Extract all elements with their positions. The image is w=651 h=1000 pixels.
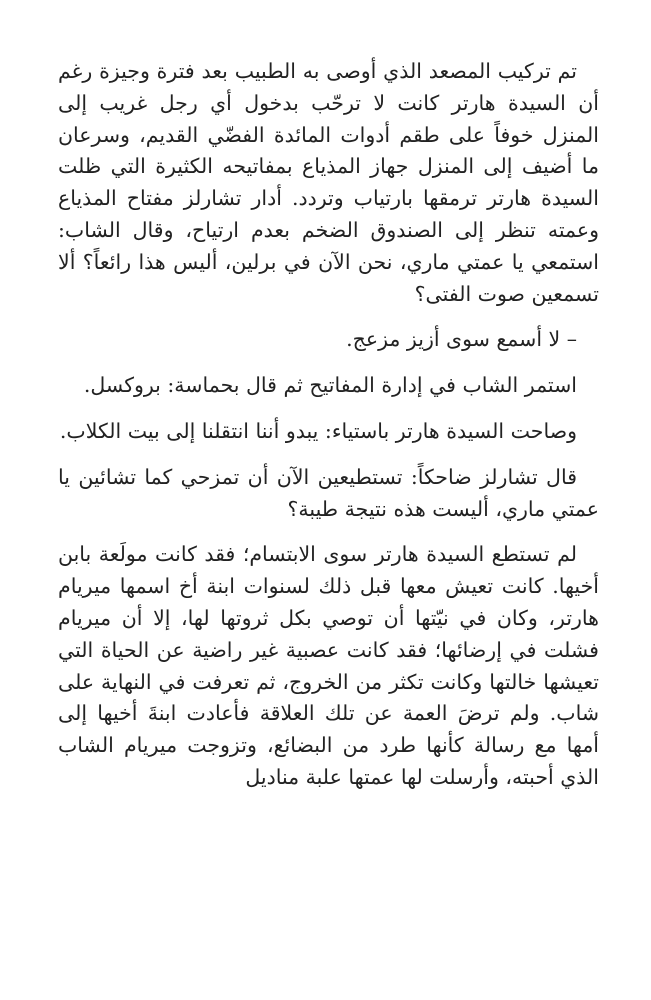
- paragraph-miriam-story: لم تستطع السيدة هارتر سوى الابتسام؛ فقد كانت مولَعة بابن أخيها. كانت تعيش معها قبل ذلك لسنوات ابنة أخ اسمها ميريام هارتر، وكان في نيّتها أن توصي بكل ثروتها لها، إلا أن ميريام فشلت في إرضائها؛ فقد كانت عصبية غير راضية عن الحياة التي تعيشها خالتها وكانت تكثر من الخروج، ثم تعرفت في النهاية على شاب. ولم ترضَ العمة عن تلك العلاقة فأعادت ابنةَ أخيها إلى أمها مع رسالة كأنها طرد من البضائع، وتزوجت ميريام الشاب الذي أحبته، وأرسلت لها عمتها علبة مناديل: [58, 542, 599, 789]
- paragraph-good-result: قال تشارلز ضاحكاً: تستطيعين الآن أن تمزحي كما تشائين يا عمتي ماري، أليست هذه نتيجة طيبة؟: [58, 464, 599, 521]
- paragraph-buzzing-reply: – لا أسمع سوى أزيز مزعج.: [346, 327, 577, 352]
- book-page: [58, 56, 599, 808]
- paragraph-elevator-radio: تم تركيب المصعد الذي أوصى به الطبيب بعد فترة وجيزة رغم أن السيدة هارتر كانت لا ترحّب بدخول أي رجل غريب إلى المنزل خوفاً على طقم أدوات المائدة الفضّي القديم، وسرعان ما أضيف إلى المنزل جهاز المذياع بمفاتيحه الكثيرة التي ظلت السيدة هارتر ترمقها بارتياب وتردد. أدار تشارلز مفتاح المذياع وعمته تنظر إلى الصندوق الضخم بعدم ارتياح، وقال الشاب: استمعي يا عمتي ماري، نحن الآن في برلين، أليس هذا رائعاً؟ ألا تسمعين صوت الفتى؟: [58, 59, 599, 306]
- paragraph-dog-house: وصاحت السيدة هارتر باستياء: يبدو أننا انتقلنا إلى بيت الكلاب.: [59, 418, 577, 443]
- paragraph-brussels: استمر الشاب في إدارة المفاتيح ثم قال بحماسة: بروكسل.: [83, 373, 577, 398]
